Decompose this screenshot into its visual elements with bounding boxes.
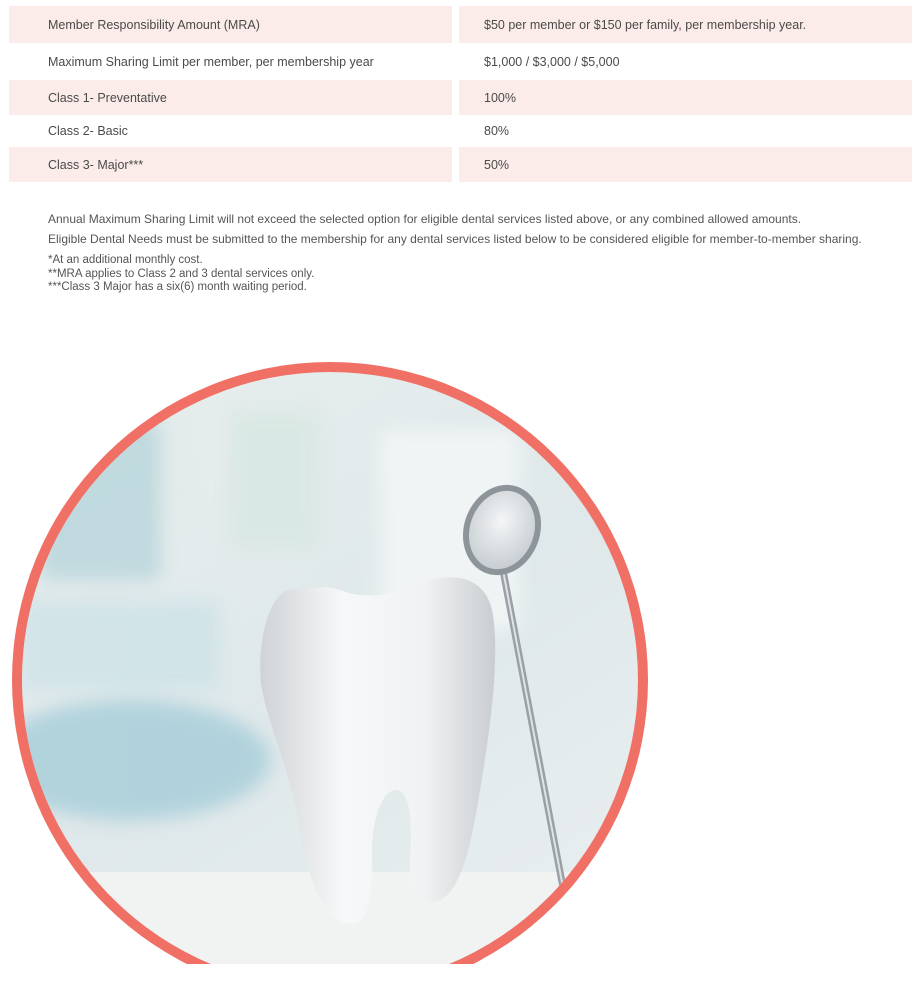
table-row <box>9 80 912 115</box>
row-label: Member Responsibility Amount (MRA) <box>9 6 452 43</box>
coverage-table <box>9 6 912 182</box>
footnote: *At an additional monthly cost. <box>48 254 203 266</box>
eligibility-note: Eligible Dental Needs must be submitted to the membership for any dental services listed below to be considered eligible for member-to-member sharing. <box>48 232 862 246</box>
footnote: ***Class 3 Major has a six(6) month waiting period. <box>48 281 307 293</box>
row-label: Maximum Sharing Limit per member, per membership year <box>48 54 374 69</box>
row-label: Class 2- Basic <box>48 123 128 138</box>
row-label: Class 3- Major*** <box>9 147 452 182</box>
row-value: $1,000 / $3,000 / $5,000 <box>484 54 620 69</box>
row-value: 100% <box>459 80 912 115</box>
footnote: **MRA applies to Class 2 and 3 dental services only. <box>48 267 315 280</box>
row-value: 50% <box>459 147 912 182</box>
row-value: 80% <box>484 123 510 138</box>
annual-limit-note: Annual Maximum Sharing Limit will not exceed the selected option for eligible dental services listed above, or any combined allowed amounts. <box>48 212 802 226</box>
row-label: Class 1- Preventative <box>9 80 452 115</box>
dental-tooth-photo <box>0 360 918 982</box>
notes-section <box>48 212 914 295</box>
table-row <box>9 115 912 147</box>
table-row <box>9 43 912 80</box>
row-value: $50 per member or $150 per family, per membership year. <box>459 6 912 43</box>
table-row <box>9 147 912 182</box>
table-row <box>9 6 912 43</box>
